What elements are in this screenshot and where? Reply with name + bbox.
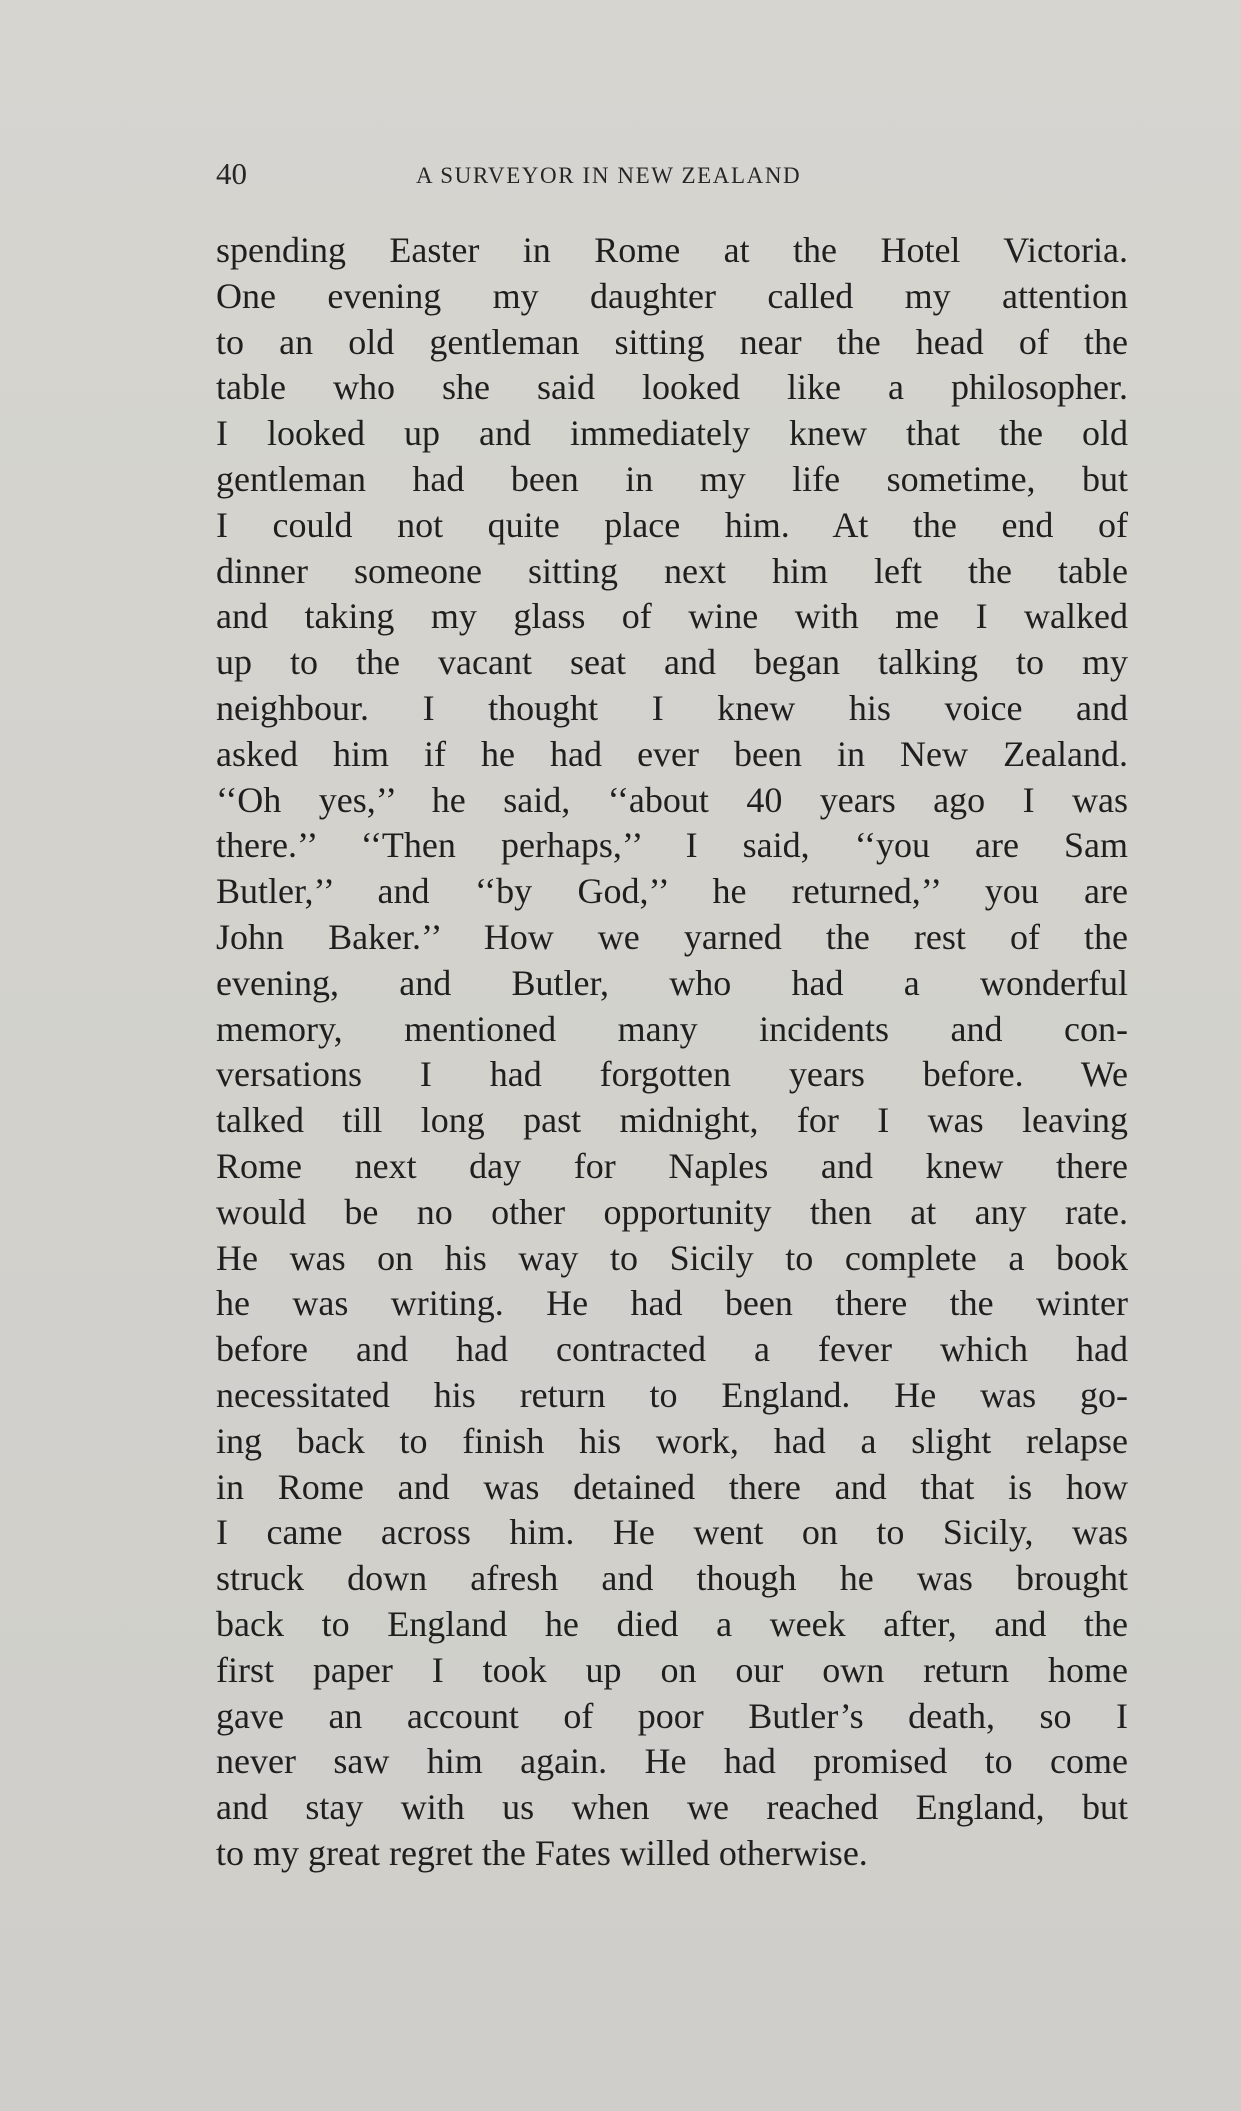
text-line: and stay with us when we reached England, but: [216, 1787, 1128, 1828]
text-line: would be no other opportunity then at any rate.: [216, 1191, 1128, 1232]
text-line: ‘‘Oh yes,’’ he said, ‘‘about 40 years ago I was: [216, 779, 1128, 820]
text-line: before and had contracted a fever which had: [216, 1329, 1128, 1370]
running-title: A SURVEYOR IN NEW ZEALAND: [416, 163, 802, 188]
text-line: evening, and Butler, who had a wonderful: [216, 962, 1128, 1003]
text-line: John Baker.’’ How we yarned the rest of the: [216, 916, 1128, 957]
text-line: He was on his way to Sicily to complete a book: [216, 1237, 1128, 1278]
text-line: gave an account of poor Butler’s death, so I: [216, 1695, 1128, 1736]
text-line: Butler,’’ and ‘‘by God,’’ he returned,’’ you are: [216, 871, 1128, 912]
text-line: spending Easter in Rome at the Hotel Victoria.: [216, 230, 1128, 270]
text-line: necessitated his return to England. He was go-: [216, 1374, 1128, 1415]
text-line: first paper I took up on our own return home: [216, 1649, 1128, 1690]
text-line: I looked up and immediately knew that the old: [216, 413, 1128, 454]
page-number: 40: [216, 156, 247, 191]
text-line: One evening my daughter called my attention: [216, 275, 1128, 316]
text-line: back to England he died a week after, and the: [216, 1603, 1128, 1644]
text-line: table who she said looked like a philosopher.: [216, 367, 1128, 408]
text-line: gentleman had been in my life sometime, but: [216, 458, 1128, 499]
text-line: in Rome and was detained there and that is how: [216, 1466, 1128, 1507]
text-line: ing back to finish his work, had a slight relapse: [216, 1420, 1128, 1461]
text-line: I came across him. He went on to Sicily, was: [216, 1512, 1128, 1553]
text-line: he was writing. He had been there the winter: [216, 1283, 1128, 1324]
text-line: neighbour. I thought I knew his voice and: [216, 687, 1128, 728]
text-line: talked till long past midnight, for I was leaving: [216, 1100, 1128, 1141]
text-line: I could not quite place him. At the end of: [216, 504, 1128, 545]
text-line: to an old gentleman sitting near the head of the: [216, 321, 1128, 362]
text-line: memory, mentioned many incidents and con-: [216, 1008, 1128, 1049]
running-head: [216, 152, 1126, 196]
text-line: up to the vacant seat and began talking to my: [216, 642, 1128, 683]
text-line: asked him if he had ever been in New Zealand.: [216, 733, 1128, 774]
text-line: versations I had forgotten years before. We: [216, 1054, 1128, 1095]
text-line: never saw him again. He had promised to come: [216, 1741, 1128, 1782]
text-line: dinner someone sitting next him left the table: [216, 550, 1128, 591]
text-line: Rome next day for Naples and knew there: [216, 1145, 1128, 1186]
text-line: and taking my glass of wine with me I walked: [216, 596, 1128, 637]
body-text: [216, 228, 1128, 1877]
text-line: to my great regret the Fates willed otherwise.: [216, 1832, 868, 1873]
text-line: there.’’ ‘‘Then perhaps,’’ I said, ‘‘you are Sam: [216, 825, 1128, 866]
text-line: struck down afresh and though he was brought: [216, 1558, 1128, 1599]
